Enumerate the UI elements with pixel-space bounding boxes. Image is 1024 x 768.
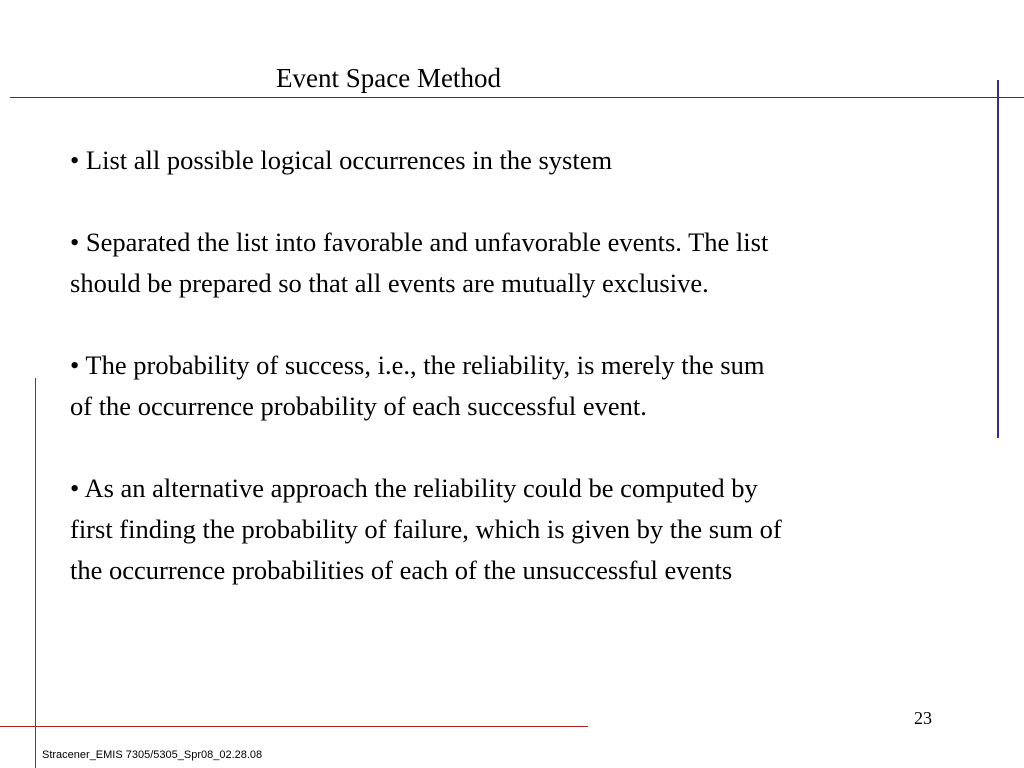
bullet-list <box>70 140 790 591</box>
left-vertical-accent-rule <box>35 378 36 768</box>
bullet-item: • As an alternative approach the reliability could be computed by first finding the probability of failure, which is given by the sum of the occurrence probabilities of each of the unsuccessful events <box>70 473 782 585</box>
bullet-item: • List all possible logical occurrences in the system <box>70 145 613 175</box>
title-underline-rule <box>10 97 1024 98</box>
bullet-item: • Separated the list into favorable and unfavorable events. The list should be prepared so that all events are mutually exclusive. <box>70 227 769 298</box>
page-number: 23 <box>914 708 932 728</box>
slide-title: Event Space Method <box>276 63 501 93</box>
footer-text: Stracener_EMIS 7305/5305_Spr08_02.28.08 <box>42 749 263 761</box>
bullet-item: • The probability of success, i.e., the reliability, is merely the sum of the occurrence probability of each successful event. <box>70 350 765 421</box>
right-vertical-rule <box>997 80 999 438</box>
footer-accent-rule <box>0 726 588 727</box>
